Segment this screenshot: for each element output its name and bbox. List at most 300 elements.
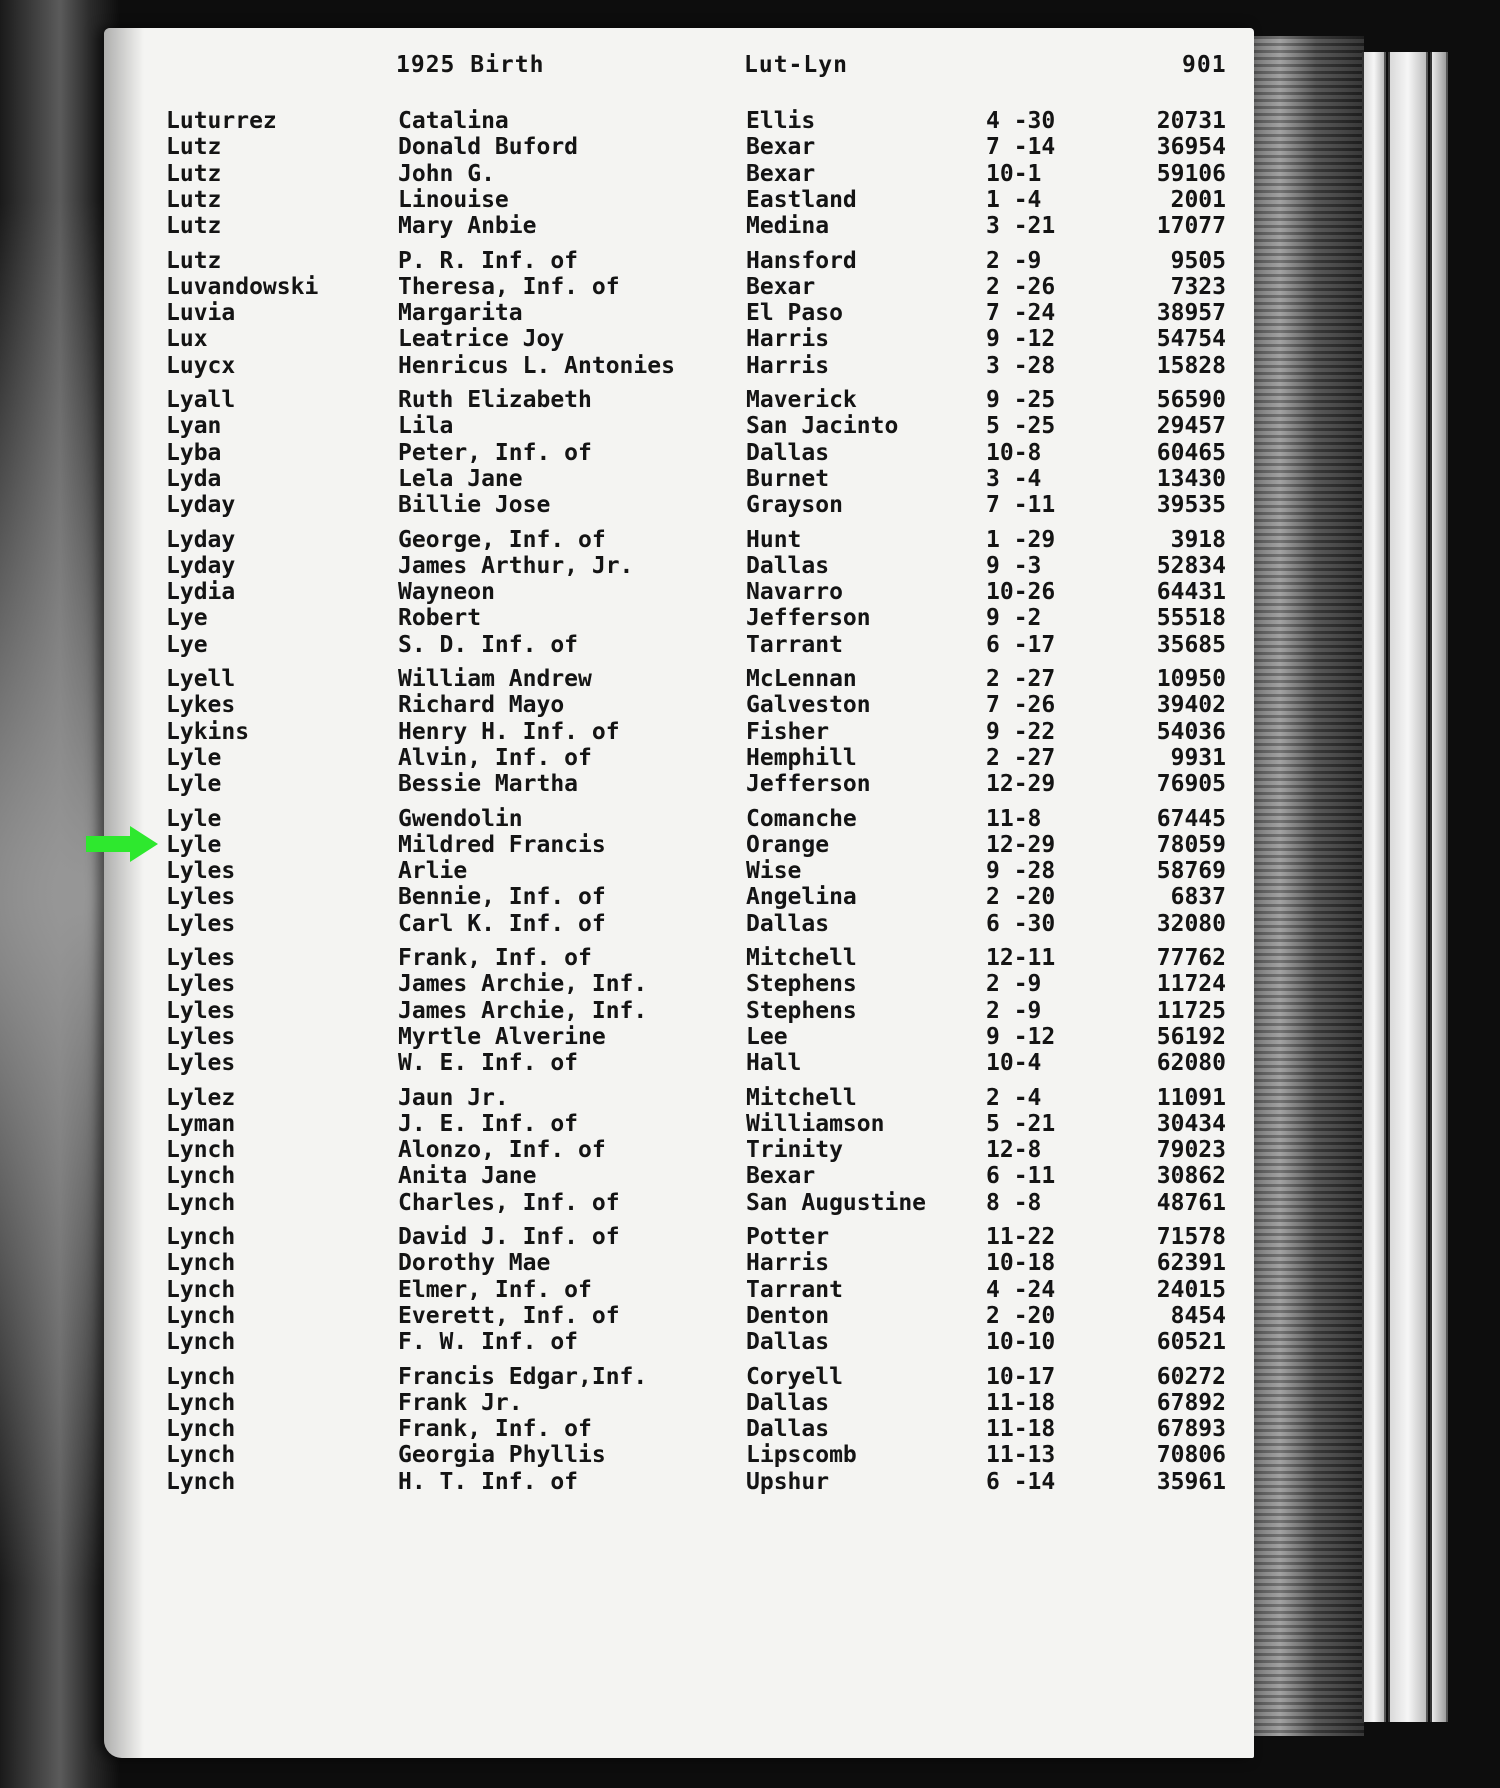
surname-cell: Lyles: [166, 884, 236, 911]
table-row: [0, 1050, 1240, 1076]
certificate-number-cell: 48761: [1156, 1189, 1226, 1216]
date-cell: 7 -14: [986, 134, 1056, 161]
given-name-cell: Robert: [398, 605, 482, 632]
table-row: [0, 300, 1240, 326]
date-cell: 4 -30: [986, 108, 1056, 134]
date-cell: 10-8: [986, 439, 1042, 466]
surname-cell: Lylez: [166, 1084, 236, 1111]
given-name-cell: Bessie Martha: [398, 771, 579, 798]
table-row: [0, 1137, 1240, 1163]
given-name-cell: Frank, Inf. of: [398, 945, 592, 971]
certificate-number-cell: 2001: [1170, 186, 1226, 213]
given-name-cell: Bennie, Inf. of: [398, 884, 606, 911]
given-name-cell: Wayneon: [398, 579, 495, 606]
county-cell: Orange: [746, 831, 830, 858]
surname-cell: Lynch: [166, 1163, 236, 1190]
surname-cell: Lynch: [166, 1250, 236, 1277]
given-name-cell: Donald Buford: [398, 134, 579, 161]
certificate-number-cell: 10950: [1156, 666, 1226, 692]
table-row: [0, 353, 1240, 379]
certificate-number-cell: 38957: [1156, 300, 1226, 327]
table-row: [0, 945, 1240, 971]
certificate-number-cell: 7323: [1170, 273, 1226, 300]
given-name-cell: S. D. Inf. of: [398, 631, 579, 658]
surname-cell: Lye: [166, 605, 208, 632]
county-cell: San Augustine: [746, 1189, 927, 1216]
given-name-cell: Leatrice Joy: [398, 326, 565, 353]
date-cell: 12-29: [986, 771, 1056, 798]
surname-cell: Lyle: [166, 744, 222, 771]
surname-cell: Lykes: [166, 692, 236, 719]
certificate-number-cell: 60272: [1156, 1363, 1226, 1390]
given-name-cell: H. T. Inf. of: [398, 1468, 579, 1495]
certificate-number-cell: 70806: [1156, 1442, 1226, 1469]
surname-cell: Lyman: [166, 1110, 236, 1137]
surname-cell: Lyba: [166, 439, 222, 466]
certificate-number-cell: 79023: [1156, 1137, 1226, 1164]
page-title: 1925 Birth: [396, 52, 545, 78]
county-cell: Harris: [746, 326, 830, 353]
county-cell: Maverick: [746, 387, 857, 413]
table-row: [0, 971, 1240, 997]
certificate-number-cell: 13430: [1156, 465, 1226, 492]
certificate-number-cell: 8454: [1170, 1302, 1226, 1329]
county-cell: El Paso: [746, 300, 843, 327]
surname-cell: Lydia: [166, 579, 236, 606]
table-row: [0, 108, 1240, 134]
date-cell: 6 -30: [986, 910, 1056, 937]
given-name-cell: Lila: [398, 413, 454, 440]
given-name-cell: Everett, Inf. of: [398, 1302, 620, 1329]
date-cell: 6 -14: [986, 1468, 1056, 1495]
green-arrow-icon: [86, 826, 158, 862]
certificate-number-cell: 62391: [1156, 1250, 1226, 1277]
date-cell: 3 -21: [986, 213, 1056, 240]
surname-cell: Luvia: [166, 300, 236, 327]
certificate-number-cell: 78059: [1156, 831, 1226, 858]
date-cell: 11-18: [986, 1416, 1056, 1443]
date-cell: 2 -20: [986, 884, 1056, 911]
certificate-number-cell: 3918: [1170, 526, 1226, 553]
table-row: [0, 413, 1240, 439]
given-name-cell: Frank Jr.: [398, 1389, 523, 1416]
surname-cell: Lye: [166, 631, 208, 658]
date-cell: 10-1: [986, 160, 1042, 187]
date-cell: 9 -22: [986, 718, 1056, 745]
date-cell: 11-22: [986, 1224, 1056, 1250]
certificate-number-cell: 67893: [1156, 1416, 1226, 1443]
date-cell: 9 -28: [986, 858, 1056, 885]
table-row: [0, 719, 1240, 745]
certificate-number-cell: 11091: [1156, 1084, 1226, 1111]
given-name-cell: George, Inf. of: [398, 526, 606, 553]
surname-cell: Lyle: [166, 805, 222, 832]
certificate-number-cell: 58769: [1156, 858, 1226, 885]
county-cell: Dallas: [746, 552, 830, 579]
table-row: [0, 387, 1240, 413]
county-cell: Lipscomb: [746, 1442, 857, 1469]
date-cell: 2 -9: [986, 971, 1042, 998]
county-cell: Mitchell: [746, 945, 857, 971]
table-row: [0, 1250, 1240, 1276]
date-cell: 9 -3: [986, 552, 1042, 579]
date-cell: 8 -8: [986, 1189, 1042, 1216]
date-cell: 11-18: [986, 1389, 1056, 1416]
county-cell: San Jacinto: [746, 413, 899, 440]
table-row: [0, 161, 1240, 187]
given-name-cell: Richard Mayo: [398, 692, 565, 719]
certificate-number-cell: 55518: [1156, 605, 1226, 632]
table-row: [0, 274, 1240, 300]
surname-cell: Lutz: [166, 160, 222, 187]
table-row: [0, 1163, 1240, 1189]
county-cell: Harris: [746, 352, 830, 379]
given-name-cell: Alvin, Inf. of: [398, 744, 592, 771]
county-cell: Jefferson: [746, 771, 871, 798]
table-row: [0, 666, 1240, 692]
given-name-cell: Peter, Inf. of: [398, 439, 592, 466]
page-edge: [1430, 52, 1448, 1722]
date-cell: 5 -25: [986, 413, 1056, 440]
certificate-number-cell: 6837: [1170, 884, 1226, 911]
certificate-number-cell: 54036: [1156, 718, 1226, 745]
certificate-number-cell: 67445: [1156, 805, 1226, 832]
table-row: [0, 1442, 1240, 1468]
county-cell: Hall: [746, 1050, 802, 1077]
surname-cell: Lynch: [166, 1468, 236, 1495]
certificate-number-cell: 60465: [1156, 439, 1226, 466]
date-cell: 4 -24: [986, 1276, 1056, 1303]
page-edge: [1362, 52, 1386, 1722]
given-name-cell: Georgia Phyllis: [398, 1442, 606, 1469]
county-cell: Burnet: [746, 465, 830, 492]
given-name-cell: Francis Edgar,Inf.: [398, 1363, 648, 1390]
table-row: [0, 771, 1240, 797]
county-cell: Coryell: [746, 1363, 843, 1390]
given-name-cell: Jaun Jr.: [398, 1084, 509, 1111]
table-row: [0, 1303, 1240, 1329]
given-name-cell: John G.: [398, 160, 495, 187]
certificate-number-cell: 39535: [1156, 492, 1226, 519]
county-cell: Dallas: [746, 1389, 830, 1416]
county-cell: Jefferson: [746, 605, 871, 632]
surname-cell: Lyday: [166, 526, 236, 553]
surname-cell: Luvandowski: [166, 273, 319, 300]
table-row: [0, 1024, 1240, 1050]
date-cell: 5 -21: [986, 1110, 1056, 1137]
county-cell: Navarro: [746, 579, 843, 606]
certificate-number-cell: 20731: [1156, 108, 1226, 134]
certificate-number-cell: 62080: [1156, 1050, 1226, 1077]
county-cell: Lee: [746, 1023, 788, 1050]
date-cell: 9 -12: [986, 326, 1056, 353]
date-cell: 10-4: [986, 1050, 1042, 1077]
date-cell: 10-18: [986, 1250, 1056, 1277]
date-cell: 9 -12: [986, 1023, 1056, 1050]
certificate-number-cell: 56590: [1156, 387, 1226, 413]
certificate-number-cell: 15828: [1156, 352, 1226, 379]
surname-cell: Lynch: [166, 1189, 236, 1216]
surname-cell: Lyle: [166, 831, 222, 858]
date-cell: 10-17: [986, 1363, 1056, 1390]
given-name-cell: Elmer, Inf. of: [398, 1276, 592, 1303]
county-cell: Ellis: [746, 108, 816, 134]
given-name-cell: Charles, Inf. of: [398, 1189, 620, 1216]
certificate-number-cell: 35685: [1156, 631, 1226, 658]
given-name-cell: Mildred Francis: [398, 831, 606, 858]
given-name-cell: Anita Jane: [398, 1163, 537, 1190]
table-row: [0, 1224, 1240, 1250]
county-cell: Hemphill: [746, 744, 857, 771]
table-row: [0, 1390, 1240, 1416]
given-name-cell: Gwendolin: [398, 805, 523, 832]
table-row: [0, 1190, 1240, 1216]
date-cell: 9 -2: [986, 605, 1042, 632]
given-name-cell: Mary Anbie: [398, 213, 537, 240]
county-cell: Upshur: [746, 1468, 830, 1495]
county-cell: Angelina: [746, 884, 857, 911]
date-cell: 7 -24: [986, 300, 1056, 327]
table-row: [0, 248, 1240, 274]
surname-cell: Lyday: [166, 492, 236, 519]
county-cell: Bexar: [746, 160, 816, 187]
surname-cell: Lynch: [166, 1329, 236, 1356]
county-cell: Williamson: [746, 1110, 885, 1137]
surname-cell: Lynch: [166, 1442, 236, 1469]
table-row: [0, 911, 1240, 937]
date-cell: 10-10: [986, 1329, 1056, 1356]
surname-cell: Lyles: [166, 971, 236, 998]
county-cell: Bexar: [746, 1163, 816, 1190]
county-cell: Dallas: [746, 1416, 830, 1443]
given-name-cell: Linouise: [398, 186, 509, 213]
date-cell: 3 -28: [986, 352, 1056, 379]
table-row: [0, 1364, 1240, 1390]
surname-cell: Lykins: [166, 718, 250, 745]
given-name-cell: Arlie: [398, 858, 468, 885]
surname-cell: Lynch: [166, 1389, 236, 1416]
given-name-cell: Dorothy Mae: [398, 1250, 551, 1277]
date-cell: 11-8: [986, 805, 1042, 832]
date-cell: 2 -27: [986, 744, 1056, 771]
county-cell: Bexar: [746, 273, 816, 300]
date-cell: 2 -20: [986, 1302, 1056, 1329]
county-cell: Potter: [746, 1224, 830, 1250]
county-cell: Denton: [746, 1302, 830, 1329]
county-cell: Eastland: [746, 186, 857, 213]
surname-cell: Lyles: [166, 1023, 236, 1050]
surname-cell: Lutz: [166, 134, 222, 161]
county-cell: Harris: [746, 1250, 830, 1277]
date-cell: 2 -26: [986, 273, 1056, 300]
surname-cell: Lyles: [166, 1050, 236, 1077]
surname-cell: Lyall: [166, 387, 236, 413]
table-row: [0, 440, 1240, 466]
table-row: [0, 692, 1240, 718]
surname-cell: Lyles: [166, 858, 236, 885]
certificate-number-cell: 9931: [1170, 744, 1226, 771]
given-name-cell: Myrtle Alverine: [398, 1023, 606, 1050]
given-name-cell: J. E. Inf. of: [398, 1110, 579, 1137]
certificate-number-cell: 52834: [1156, 552, 1226, 579]
table-row: [0, 553, 1240, 579]
county-cell: Medina: [746, 213, 830, 240]
county-cell: Comanche: [746, 805, 857, 832]
county-cell: Hunt: [746, 526, 802, 553]
surname-cell: Lynch: [166, 1363, 236, 1390]
certificate-number-cell: 30862: [1156, 1163, 1226, 1190]
given-name-cell: Margarita: [398, 300, 523, 327]
certificate-number-cell: 36954: [1156, 134, 1226, 161]
date-cell: 12-11: [986, 945, 1056, 971]
table-row: [0, 213, 1240, 239]
table-row: [0, 1111, 1240, 1137]
certificate-number-cell: 56192: [1156, 1023, 1226, 1050]
given-name-cell: James Archie, Inf.: [398, 997, 648, 1024]
certificate-number-cell: 76905: [1156, 771, 1226, 798]
county-cell: Dallas: [746, 1329, 830, 1356]
table-row: [0, 134, 1240, 160]
given-name-cell: Ruth Elizabeth: [398, 387, 592, 413]
county-cell: Grayson: [746, 492, 843, 519]
certificate-number-cell: 11724: [1156, 971, 1226, 998]
date-cell: 2 -9: [986, 997, 1042, 1024]
certificate-number-cell: 11725: [1156, 997, 1226, 1024]
book-binding: [1244, 36, 1364, 1736]
date-cell: 11-13: [986, 1442, 1056, 1469]
certificate-number-cell: 39402: [1156, 692, 1226, 719]
given-name-cell: Henry H. Inf. of: [398, 718, 620, 745]
certificate-number-cell: 64431: [1156, 579, 1226, 606]
certificate-number-cell: 71578: [1156, 1224, 1226, 1250]
certificate-number-cell: 60521: [1156, 1329, 1226, 1356]
surname-cell: Lynch: [166, 1276, 236, 1303]
surname-cell: Luturrez: [166, 108, 277, 134]
given-name-cell: Lela Jane: [398, 465, 523, 492]
surname-cell: Lyda: [166, 465, 222, 492]
given-name-cell: James Arthur, Jr.: [398, 552, 634, 579]
certificate-number-cell: 67892: [1156, 1389, 1226, 1416]
table-row: [0, 1469, 1240, 1495]
surname-cell: Lyell: [166, 666, 236, 692]
page-edge: [1388, 52, 1428, 1722]
given-name-cell: Carl K. Inf. of: [398, 910, 606, 937]
date-cell: 3 -4: [986, 465, 1042, 492]
certificate-number-cell: 77762: [1156, 945, 1226, 971]
given-name-cell: Theresa, Inf. of: [398, 273, 620, 300]
table-row: [0, 527, 1240, 553]
given-name-cell: W. E. Inf. of: [398, 1050, 579, 1077]
given-name-cell: F. W. Inf. of: [398, 1329, 579, 1356]
certificate-number-cell: 17077: [1156, 213, 1226, 240]
table-row: [0, 1085, 1240, 1111]
table-row: [0, 858, 1240, 884]
table-row: [0, 326, 1240, 352]
county-cell: Tarrant: [746, 631, 843, 658]
certificate-number-cell: 54754: [1156, 326, 1226, 353]
certificate-number-cell: 24015: [1156, 1276, 1226, 1303]
county-cell: Bexar: [746, 134, 816, 161]
date-cell: 12-8: [986, 1137, 1042, 1164]
surname-cell: Lutz: [166, 213, 222, 240]
table-row: [0, 1329, 1240, 1355]
county-cell: Galveston: [746, 692, 871, 719]
county-cell: Dallas: [746, 910, 830, 937]
county-cell: Tarrant: [746, 1276, 843, 1303]
certificate-number-cell: 30434: [1156, 1110, 1226, 1137]
county-cell: Stephens: [746, 971, 857, 998]
county-cell: Fisher: [746, 718, 830, 745]
given-name-cell: P. R. Inf. of: [398, 247, 579, 274]
table-row: [0, 998, 1240, 1024]
county-cell: Trinity: [746, 1137, 843, 1164]
date-cell: 6 -11: [986, 1163, 1056, 1190]
table-row: [0, 492, 1240, 518]
county-cell: Hansford: [746, 247, 857, 274]
date-cell: 1 -29: [986, 526, 1056, 553]
surname-cell: Lutz: [166, 247, 222, 274]
given-name-cell: Alonzo, Inf. of: [398, 1137, 606, 1164]
surname-cell: Luycx: [166, 352, 236, 379]
surname-cell: Lyles: [166, 945, 236, 971]
given-name-cell: William Andrew: [398, 666, 592, 692]
surname-cell: Lynch: [166, 1224, 236, 1250]
given-name-cell: Henricus L. Antonies: [398, 352, 675, 379]
surname-cell: Lutz: [166, 186, 222, 213]
date-cell: 2 -27: [986, 666, 1056, 692]
table-row: [0, 605, 1240, 631]
table-row: [0, 1277, 1240, 1303]
certificate-number-cell: 35961: [1156, 1468, 1226, 1495]
surname-cell: Lyday: [166, 552, 236, 579]
name-range: Lut-Lyn: [744, 52, 848, 78]
county-cell: Stephens: [746, 997, 857, 1024]
page-number: 901: [1182, 52, 1227, 78]
surname-cell: Lyles: [166, 910, 236, 937]
given-name-cell: Billie Jose: [398, 492, 551, 519]
table-row: [0, 884, 1240, 910]
date-cell: 2 -9: [986, 247, 1042, 274]
date-cell: 12-29: [986, 831, 1056, 858]
date-cell: 9 -25: [986, 387, 1056, 413]
date-cell: 2 -4: [986, 1084, 1042, 1111]
table-row: [0, 466, 1240, 492]
surname-cell: Lyle: [166, 771, 222, 798]
given-name-cell: Frank, Inf. of: [398, 1416, 592, 1443]
table-row: [0, 832, 1240, 858]
surname-cell: Lyles: [166, 997, 236, 1024]
date-cell: 6 -17: [986, 631, 1056, 658]
surname-cell: Lynch: [166, 1137, 236, 1164]
date-cell: 10-26: [986, 579, 1056, 606]
table-row: [0, 187, 1240, 213]
county-cell: Dallas: [746, 439, 830, 466]
date-cell: 7 -26: [986, 692, 1056, 719]
certificate-number-cell: 29457: [1156, 413, 1226, 440]
surname-cell: Lynch: [166, 1416, 236, 1443]
certificate-number-cell: 32080: [1156, 910, 1226, 937]
surname-cell: Lyan: [166, 413, 222, 440]
table-row: [0, 1416, 1240, 1442]
table-row: [0, 579, 1240, 605]
surname-cell: Lux: [166, 326, 208, 353]
certificate-number-cell: 59106: [1156, 160, 1226, 187]
surname-cell: Lynch: [166, 1302, 236, 1329]
county-cell: Wise: [746, 858, 802, 885]
table-row: [0, 806, 1240, 832]
given-name-cell: David J. Inf. of: [398, 1224, 620, 1250]
date-cell: 1 -4: [986, 186, 1042, 213]
